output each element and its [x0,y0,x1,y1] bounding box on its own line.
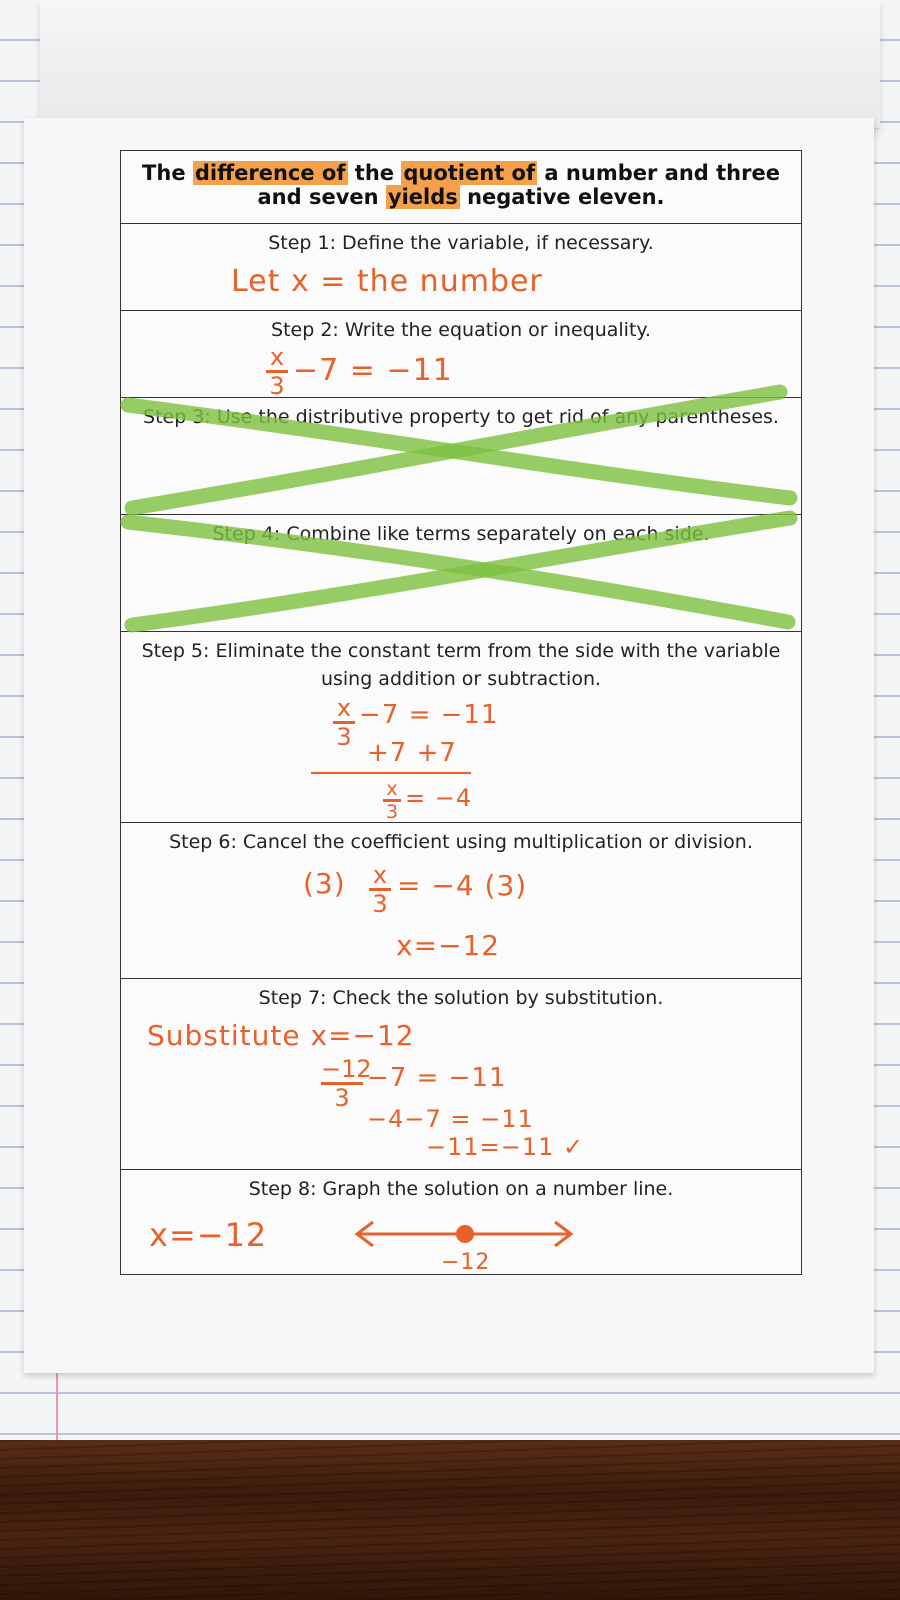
step-5-fraction-2: x 3 [383,780,401,821]
step-5-line-2: +7 +7 [367,738,457,768]
step-5-line-3: = −4 [405,784,473,812]
step-1-row [121,223,801,310]
step-1-handwriting: Let x = the number [231,264,543,299]
problem-title: The difference of the quotient of a number and three and seven yields negative eleven. [142,161,780,209]
highlight-yields: yields [387,185,458,209]
right-arrow-icon [555,1222,571,1246]
step-7-fraction: −12 3 [321,1055,372,1112]
step-8-solution: x=−12 [149,1216,268,1254]
step-7-text: Step 7: Check the solution by substitution. [258,987,664,1009]
step-3-text: Step 3: Use the distributive property to get rid of any parentheses. [143,406,779,428]
step-1-text: Step 1: Define the variable, if necessary. [268,232,654,254]
solution-point [456,1225,474,1243]
step-5-text: Step 5: Eliminate the constant term from the side with the variable using addition or subtraction. [141,640,781,690]
step-4-row [121,514,801,631]
wooden-desk [0,1440,900,1600]
steps-table [120,150,802,1275]
step-6-result: x=−12 [396,929,501,962]
left-arrow-icon [357,1222,373,1246]
step-6-fraction: x 3 [369,863,391,916]
number-line-label: −12 [441,1250,491,1275]
step-6-row [121,822,801,978]
highlight-quotient: quotient of [403,161,536,185]
title-row [121,151,801,223]
step-7-substitute: Substitute x=−12 [147,1019,415,1052]
step-5-row [121,631,801,822]
step-2-fraction: x 3 [266,345,288,398]
step-8-row [121,1169,801,1274]
step-6-right-side: = −4 (3) [397,869,528,902]
folded-page [40,0,880,129]
step-5-line-1: −7 = −11 [359,700,499,730]
step-8-text: Step 8: Graph the solution on a number line. [248,1178,674,1200]
step-5-underline [311,772,471,774]
step-2-equation: −7 = −11 [293,353,453,388]
step-2-text: Step 2: Write the equation or inequality. [271,319,651,341]
step-7-line-2: −7 = −11 [367,1063,507,1093]
step-7-line-4: −11=−11 ✓ [426,1133,585,1161]
highlight-difference: difference of [194,161,346,185]
step-7-row [121,978,801,1169]
step-7-line-3: −4−7 = −11 [367,1105,534,1133]
step-6-text: Step 6: Cancel the coefficient using multiplication or division. [169,831,753,853]
step-3-row [121,397,801,514]
step-5-fraction-1: x 3 [333,696,355,749]
step-6-coefficient: (3) [303,867,346,900]
step-2-row [121,310,801,400]
step-4-text: Step 4: Combine like terms separately on each side. [212,523,710,545]
